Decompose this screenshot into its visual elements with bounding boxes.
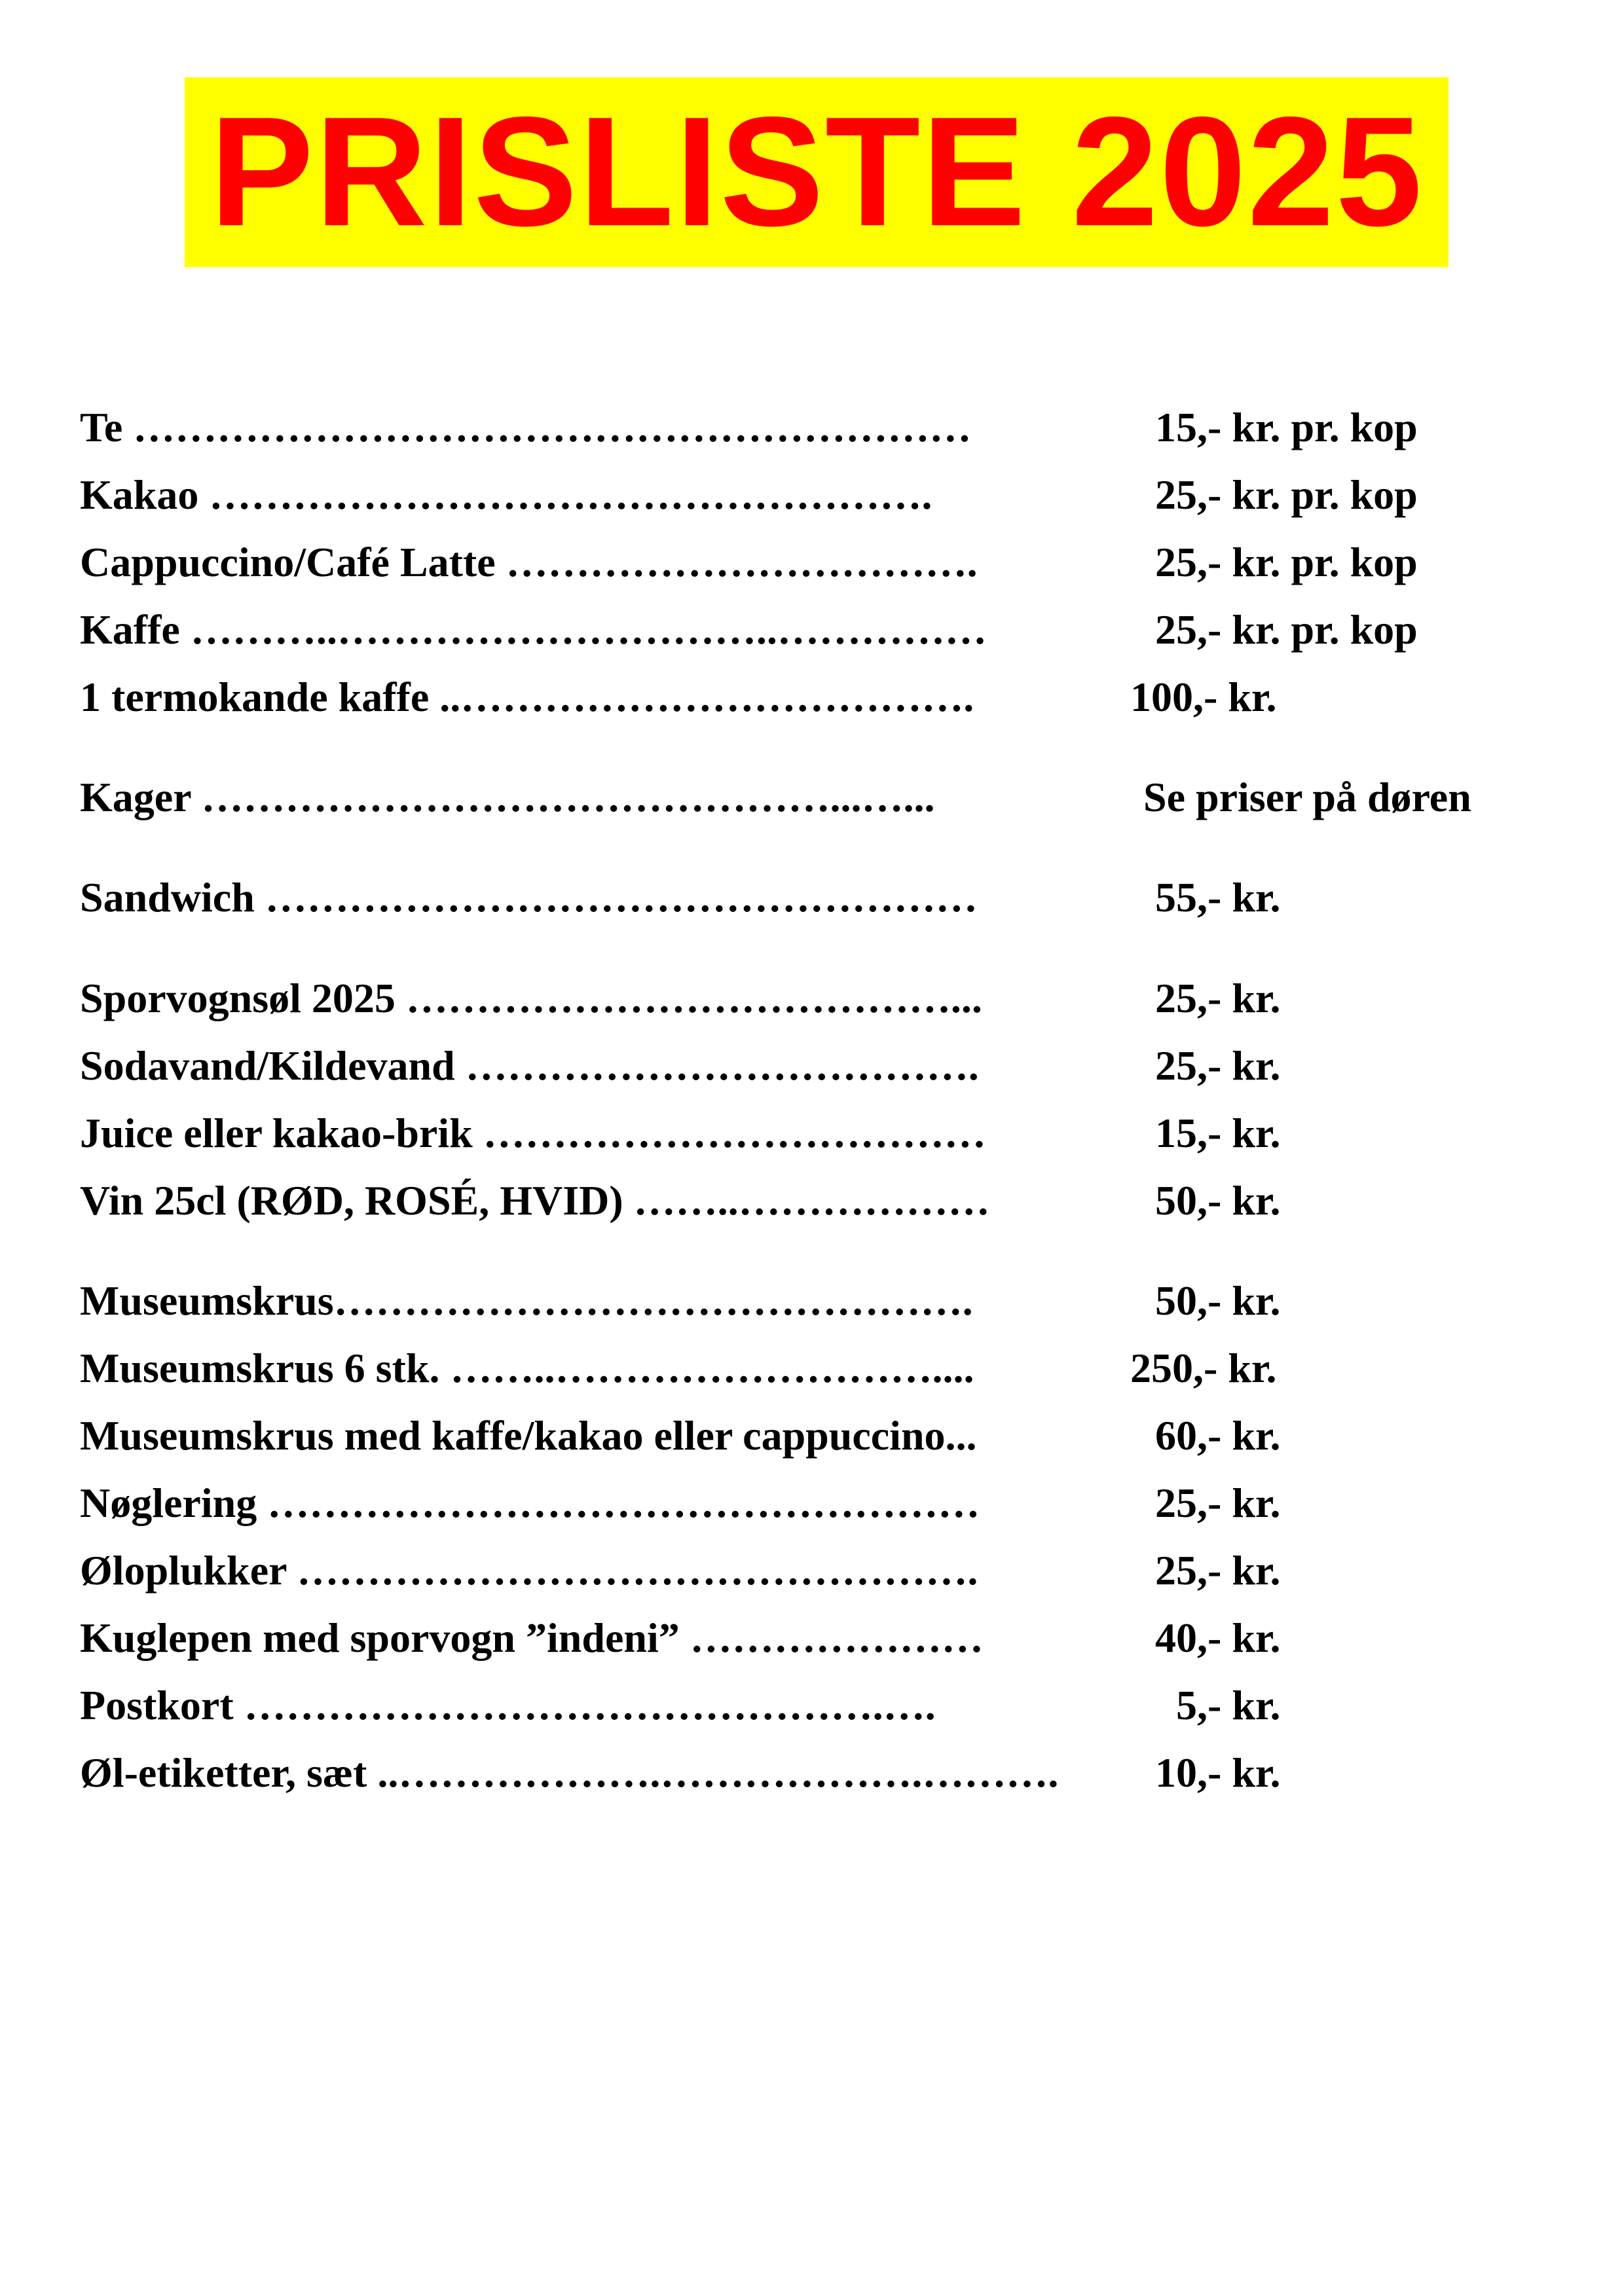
item-label: Sporvognsøl 2025 …………………………………... (80, 975, 982, 1021)
item-label: Øloplukker …………………………………………. (80, 1547, 978, 1594)
page-title: PRISLISTE 2025 (210, 85, 1424, 259)
item-label: Cappuccino/Café Latte ……………………………. (80, 539, 978, 585)
item-price: 25,- kr. pr. kop (1155, 471, 1418, 518)
item-label: Kaffe ………..…………………………..…………… (80, 606, 987, 653)
item-label: Kakao ……………………………………………. (80, 471, 932, 518)
item-label: Juice eller kakao-brik ……………………………… (80, 1110, 986, 1156)
item-price: 25,- kr. (1155, 1042, 1281, 1089)
item-label: Øl-etiketter, sæt ..……………….……………….………. (80, 1749, 1059, 1796)
item-label: Postkort ……………………………………….…. (80, 1682, 936, 1728)
price-row-te (0, 395, 1624, 460)
item-price: 250,- kr. (1130, 1345, 1277, 1391)
item-label: Kuglepen med sporvogn ”indeni” ………………… (80, 1614, 984, 1661)
item-price: 10,- kr. (1155, 1749, 1281, 1796)
item-price: 25,- kr. pr. kop (1155, 539, 1418, 585)
item-price: 5,- kr. (1176, 1682, 1281, 1728)
price-row-kuglepen (0, 1605, 1624, 1671)
item-label: Nøglering …………………………………………… (80, 1480, 980, 1526)
price-row-sandwich (0, 865, 1624, 930)
price-row-kager (0, 765, 1624, 830)
title-banner (185, 77, 1449, 267)
item-price: 55,- kr. (1155, 874, 1281, 920)
item-price: 60,- kr. (1155, 1412, 1281, 1459)
price-row-sporvognsol (0, 966, 1624, 1031)
item-label: Sandwich …………………………………………… (80, 874, 978, 920)
item-label: 1 termokande kaffe ..………………………………. (80, 674, 974, 720)
price-row-noglering (0, 1470, 1624, 1536)
item-label: Te …………………………………………………… (80, 404, 972, 450)
price-row-vin (0, 1168, 1624, 1233)
price-row-museumskrus-6 (0, 1336, 1624, 1401)
item-label: Museumskrus med kaffe/kakao eller cappuccino... (80, 1412, 977, 1459)
item-price: 15,- kr. (1155, 1110, 1281, 1156)
price-row-museumskrus-kaffe (0, 1403, 1624, 1468)
price-row-oloplukker (0, 1538, 1624, 1603)
price-row-postkort (0, 1673, 1624, 1738)
price-row-cappuccino (0, 530, 1624, 595)
item-price: 25,- kr. (1155, 1480, 1281, 1526)
item-label: Museumskrus 6 stk. ……..……………………….... (80, 1345, 974, 1391)
item-label: Kager ………………………………………...…... (80, 774, 935, 820)
item-price: 40,- kr. (1155, 1614, 1281, 1661)
item-price: 25,- kr. pr. kop (1155, 606, 1418, 653)
item-label: Sodavand/Kildevand ………………………………. (80, 1042, 979, 1089)
item-price: 100,- kr. (1130, 674, 1277, 720)
item-price: 15,- kr. pr. kop (1155, 404, 1418, 450)
price-row-ol-etiketter (0, 1740, 1624, 1806)
price-row-kakao (0, 462, 1624, 528)
item-price: Se priser på døren (1143, 774, 1471, 820)
item-label: Museumskrus………………………………………. (80, 1277, 973, 1324)
item-price: 50,- kr. (1155, 1177, 1281, 1224)
item-price: 25,- kr. (1155, 975, 1281, 1021)
price-row-kaffe (0, 597, 1624, 663)
item-price: 25,- kr. (1155, 1547, 1281, 1594)
price-row-termokande (0, 665, 1624, 730)
item-label: Vin 25cl (RØD, ROSÉ, HVID) ……..……………… (80, 1177, 990, 1224)
price-row-museumskrus (0, 1268, 1624, 1334)
item-price: 50,- kr. (1155, 1277, 1281, 1324)
price-row-sodavand (0, 1033, 1624, 1099)
price-row-juice (0, 1101, 1624, 1166)
